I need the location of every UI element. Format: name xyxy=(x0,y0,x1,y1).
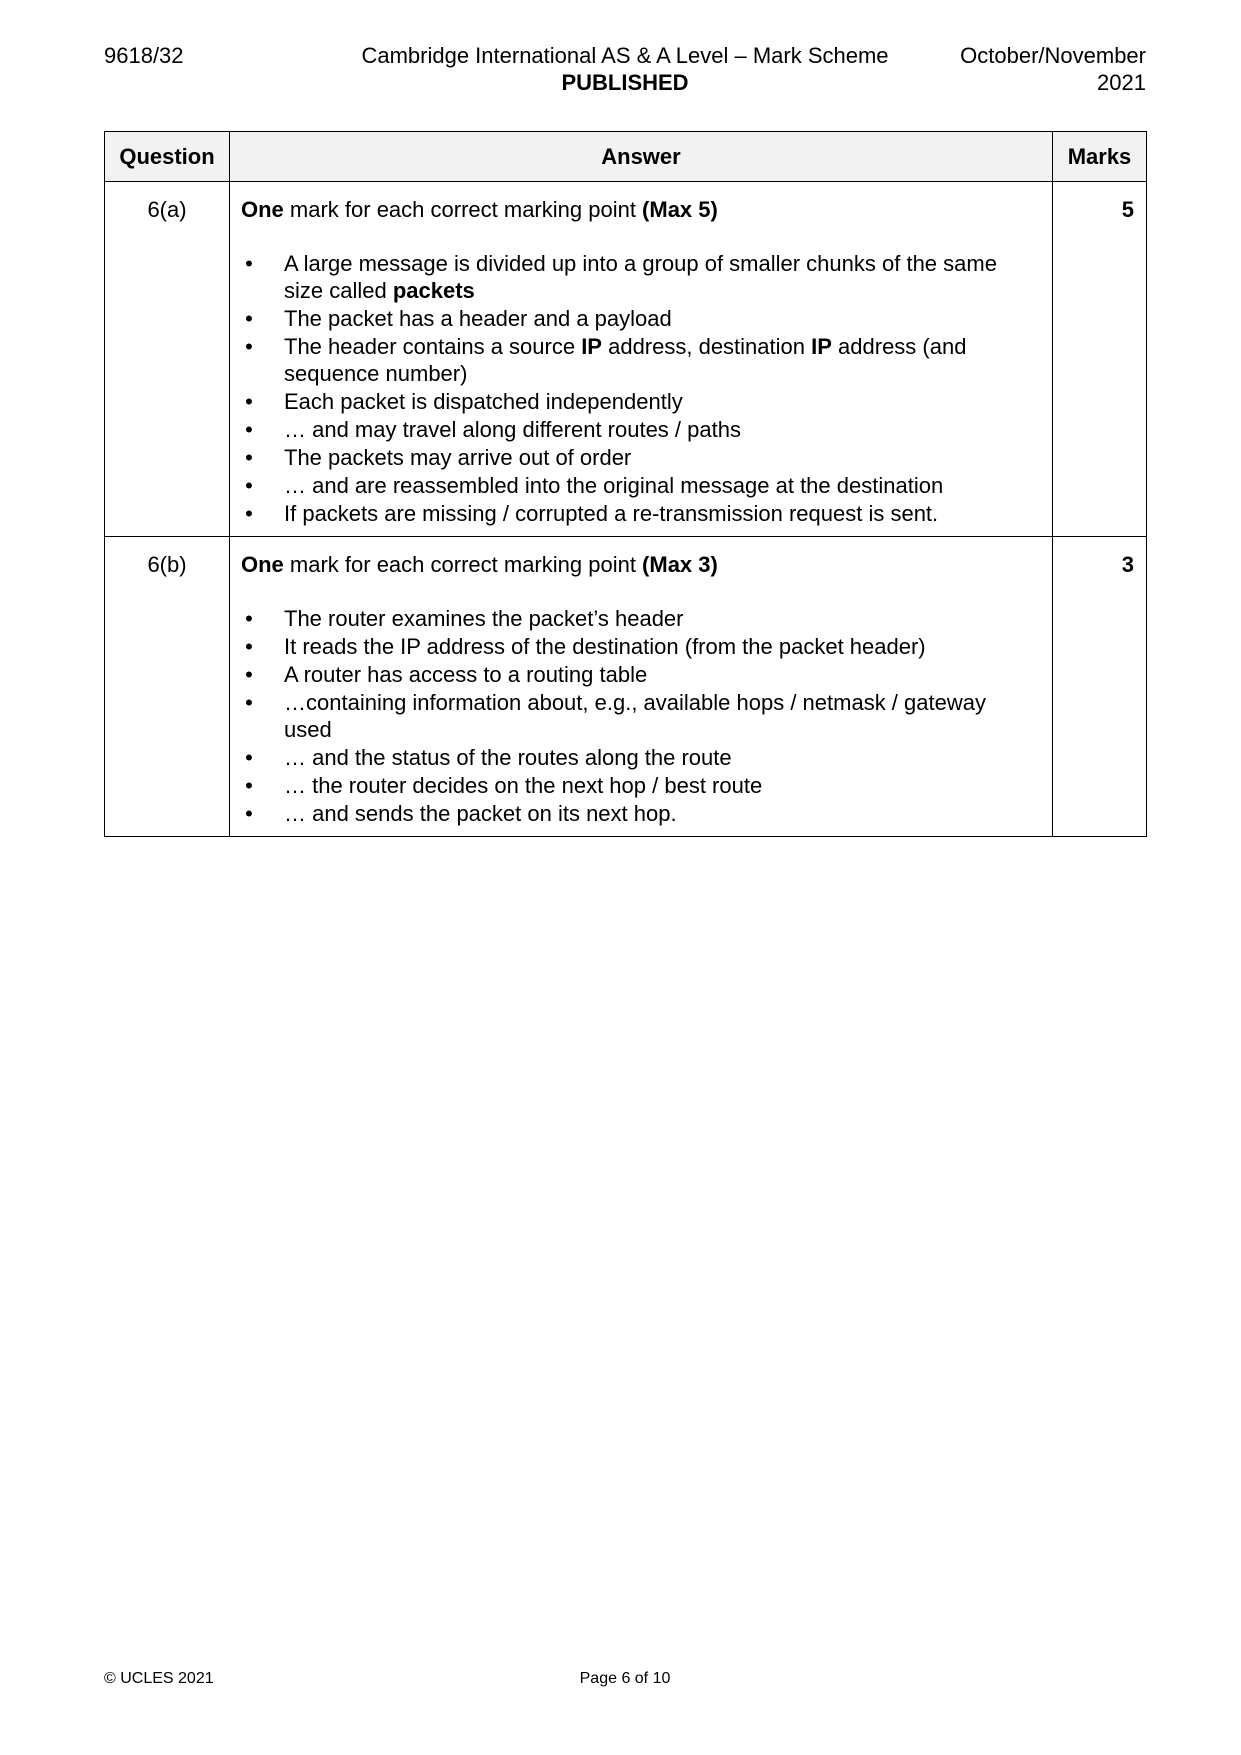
list-item xyxy=(241,689,1036,743)
intro-bold-one: One xyxy=(241,197,284,222)
list-item xyxy=(241,744,1036,771)
published-label: PUBLISHED xyxy=(561,70,689,95)
point-text: …containing information about, e.g., available hops / netmask / gateway used xyxy=(284,690,986,742)
list-item xyxy=(241,605,1036,632)
session-months: October/November xyxy=(960,43,1146,68)
point-text: … the router decides on the next hop / best route xyxy=(284,773,763,798)
marking-points-list xyxy=(241,605,1036,827)
point-text: address, destination xyxy=(601,334,812,359)
marking-instruction xyxy=(241,196,1036,223)
point-text: The header contains a source xyxy=(284,334,582,359)
intro-max-marks: (Max 3) xyxy=(642,552,718,577)
list-item xyxy=(241,500,1036,527)
table-row xyxy=(105,537,1147,837)
marking-instruction xyxy=(241,551,1036,578)
point-text: A router has access to a routing table xyxy=(284,662,648,687)
session-year: 2021 xyxy=(1097,70,1146,95)
bullet-icon: • xyxy=(245,306,253,331)
bullet-icon: • xyxy=(245,745,253,770)
list-item xyxy=(241,661,1036,688)
bullet-icon: • xyxy=(245,445,253,470)
point-text: The packets may arrive out of order xyxy=(284,445,632,470)
marks-value: 5 xyxy=(1053,182,1147,537)
point-text: A large message is divided up into a group of smaller chunks of the same size called xyxy=(284,251,997,303)
point-text: It reads the IP address of the destination (from the packet header) xyxy=(284,634,926,659)
question-column-header: Question xyxy=(105,132,230,182)
bullet-icon: • xyxy=(245,334,253,359)
list-item xyxy=(241,772,1036,799)
point-text: … and are reassembled into the original message at the destination xyxy=(284,473,944,498)
intro-text: mark for each correct marking point xyxy=(283,197,643,222)
bullet-icon: • xyxy=(245,251,253,276)
marks-value: 3 xyxy=(1053,537,1147,837)
bullet-icon: • xyxy=(245,389,253,414)
table-row xyxy=(105,182,1147,537)
question-number: 6(a) xyxy=(105,182,230,537)
point-text: … and the status of the routes along the route xyxy=(284,745,732,770)
marking-points-list xyxy=(241,250,1036,527)
list-item xyxy=(241,250,1036,304)
bullet-icon: • xyxy=(245,417,253,442)
intro-text: mark for each correct marking point xyxy=(283,552,643,577)
point-text: … and may travel along different routes / paths xyxy=(284,417,741,442)
table-header-row xyxy=(105,132,1147,182)
question-number: 6(b) xyxy=(105,537,230,837)
list-item xyxy=(241,800,1036,827)
answer-column-header: Answer xyxy=(230,132,1053,182)
mark-scheme-table xyxy=(104,131,1147,837)
bullet-icon: • xyxy=(245,773,253,798)
point-text: … and sends the packet on its next hop. xyxy=(284,801,677,826)
exam-session xyxy=(960,42,1146,96)
list-item xyxy=(241,472,1036,499)
intro-max-marks: (Max 5) xyxy=(642,197,718,222)
intro-bold-one: One xyxy=(241,552,284,577)
marks-column-header: Marks xyxy=(1053,132,1147,182)
answer-cell xyxy=(230,182,1053,537)
bullet-icon: • xyxy=(245,473,253,498)
bullet-icon: • xyxy=(245,606,253,631)
point-bold-text: packets xyxy=(392,278,475,303)
list-item xyxy=(241,444,1036,471)
point-text: Each packet is dispatched independently xyxy=(284,389,683,414)
bullet-icon: • xyxy=(245,801,253,826)
point-text: The router examines the packet’s header xyxy=(284,606,684,631)
list-item xyxy=(241,633,1036,660)
page-header xyxy=(104,42,1146,102)
document-title: Cambridge International AS & A Level – Mark Scheme xyxy=(361,43,889,68)
list-item xyxy=(241,416,1036,443)
point-bold-text: IP xyxy=(811,334,832,359)
bullet-icon: • xyxy=(245,690,253,715)
bullet-icon: • xyxy=(245,634,253,659)
answer-cell xyxy=(230,537,1053,837)
list-item xyxy=(241,333,1036,387)
point-text: The packet has a header and a payload xyxy=(284,306,672,331)
point-text: address (and sequence number) xyxy=(284,334,967,386)
page-number: Page 6 of 10 xyxy=(579,1670,671,1687)
list-item xyxy=(241,388,1036,415)
list-item xyxy=(241,305,1036,332)
point-text: If packets are missing / corrupted a re-transmission request is sent. xyxy=(284,501,939,526)
point-bold-text: IP xyxy=(581,334,602,359)
copyright-notice: © UCLES 2021 xyxy=(104,1670,214,1687)
bullet-icon: • xyxy=(245,501,253,526)
bullet-icon: • xyxy=(245,662,253,687)
paper-code: 9618/32 xyxy=(104,43,184,68)
